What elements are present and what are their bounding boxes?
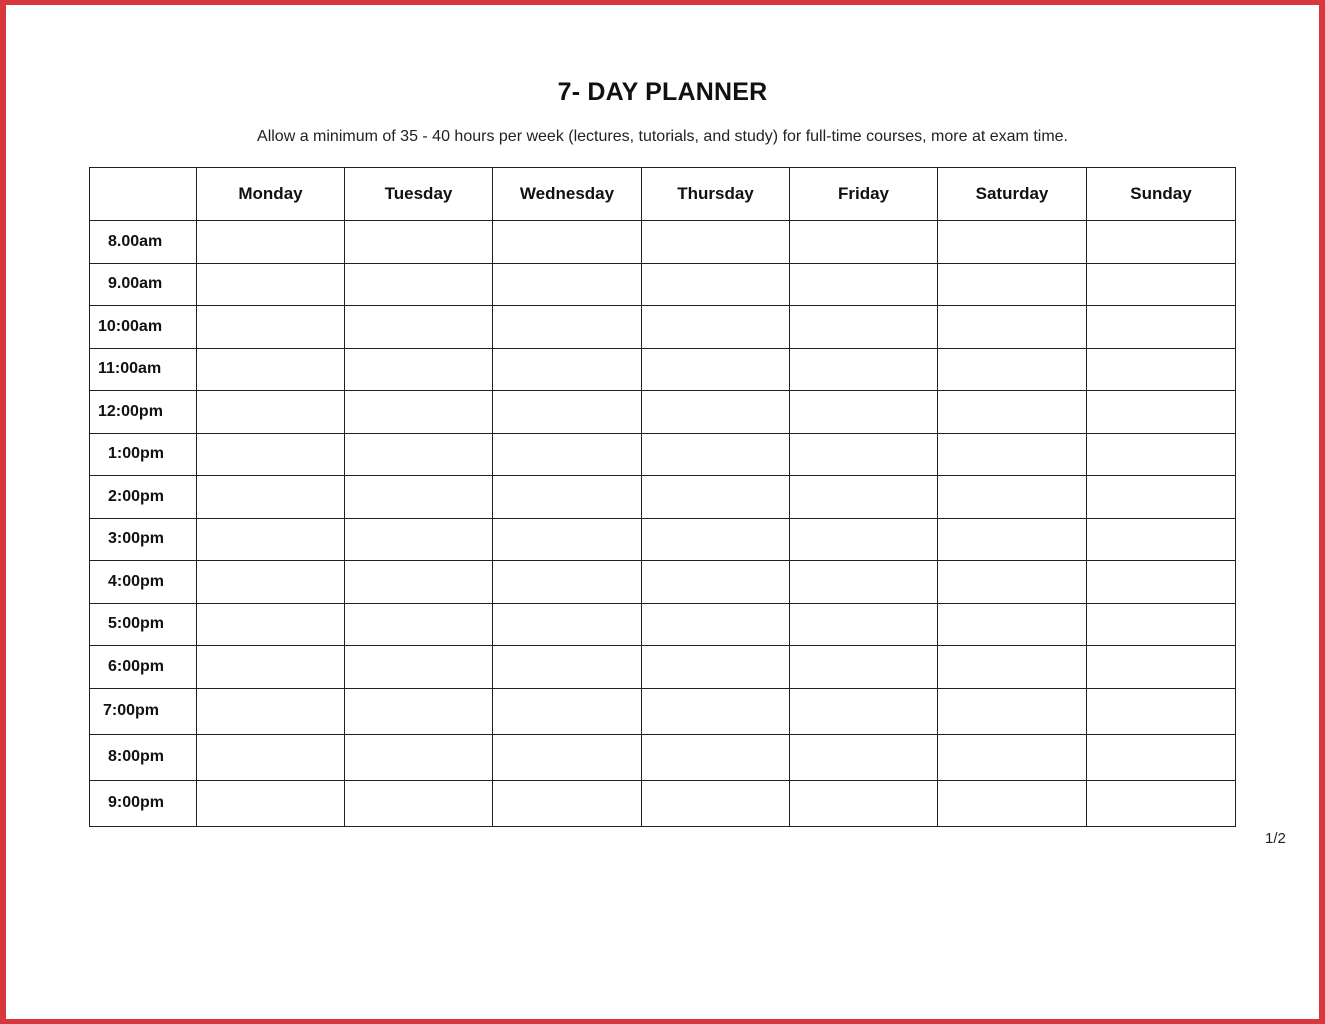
slot-cell-sunday[interactable] [1087, 734, 1236, 780]
page-title: 7- DAY PLANNER [557, 78, 768, 106]
time-label: 7:00pm [90, 688, 197, 734]
slot-cell-wednesday[interactable] [493, 688, 642, 734]
slot-cell-friday[interactable] [790, 603, 938, 646]
slot-cell-thursday[interactable] [642, 476, 790, 519]
slot-cell-sunday[interactable] [1087, 221, 1236, 264]
time-row [90, 433, 1236, 476]
slot-cell-sunday[interactable] [1087, 476, 1236, 519]
slot-cell-wednesday[interactable] [493, 306, 642, 349]
time-label: 8:00pm [90, 734, 197, 780]
slot-cell-friday[interactable] [790, 433, 938, 476]
slot-cell-wednesday[interactable] [493, 518, 642, 561]
day-header-tuesday: Tuesday [345, 168, 493, 221]
time-label: 4:00pm [90, 561, 197, 604]
slot-cell-sunday[interactable] [1087, 603, 1236, 646]
page-number: 1/2 [1265, 830, 1286, 847]
slot-cell-monday[interactable] [197, 221, 345, 264]
slot-cell-sunday[interactable] [1087, 688, 1236, 734]
slot-cell-sunday[interactable] [1087, 518, 1236, 561]
time-label: 11:00am [90, 348, 197, 391]
planner-table [89, 167, 1236, 827]
time-row [90, 734, 1236, 780]
slot-cell-thursday[interactable] [642, 561, 790, 604]
slot-cell-wednesday[interactable] [493, 603, 642, 646]
slot-cell-thursday[interactable] [642, 688, 790, 734]
time-label: 9.00am [90, 263, 197, 306]
slot-cell-wednesday[interactable] [493, 476, 642, 519]
time-row [90, 391, 1236, 434]
slot-cell-wednesday[interactable] [493, 263, 642, 306]
slot-cell-sunday[interactable] [1087, 433, 1236, 476]
day-header-saturday: Saturday [938, 168, 1087, 221]
slot-cell-thursday[interactable] [642, 391, 790, 434]
slot-cell-monday[interactable] [197, 476, 345, 519]
slot-cell-thursday[interactable] [642, 348, 790, 391]
slot-cell-thursday[interactable] [642, 518, 790, 561]
time-label: 6:00pm [90, 646, 197, 689]
page-subtitle: Allow a minimum of 35 - 40 hours per week (lectures, tutorials, and study) for full-time courses, more at exam time. [257, 128, 1068, 145]
slot-cell-tuesday[interactable] [345, 780, 493, 826]
slot-cell-friday[interactable] [790, 780, 938, 826]
slot-cell-monday[interactable] [197, 518, 345, 561]
slot-cell-tuesday[interactable] [345, 734, 493, 780]
slot-cell-friday[interactable] [790, 221, 938, 264]
time-label: 1:00pm [90, 433, 197, 476]
slot-cell-tuesday[interactable] [345, 263, 493, 306]
slot-cell-friday[interactable] [790, 306, 938, 349]
slot-cell-thursday[interactable] [642, 646, 790, 689]
slot-cell-sunday[interactable] [1087, 646, 1236, 689]
slot-cell-monday[interactable] [197, 603, 345, 646]
slot-cell-wednesday[interactable] [493, 561, 642, 604]
slot-cell-saturday[interactable] [938, 391, 1087, 434]
time-row [90, 348, 1236, 391]
slot-cell-thursday[interactable] [642, 263, 790, 306]
time-row [90, 263, 1236, 306]
slot-cell-wednesday[interactable] [493, 646, 642, 689]
header-row [90, 168, 1236, 221]
slot-cell-tuesday[interactable] [345, 688, 493, 734]
slot-cell-thursday[interactable] [642, 221, 790, 264]
time-label: 8.00am [90, 221, 197, 264]
slot-cell-sunday[interactable] [1087, 348, 1236, 391]
slot-cell-tuesday[interactable] [345, 221, 493, 264]
slot-cell-monday[interactable] [197, 348, 345, 391]
slot-cell-wednesday[interactable] [493, 780, 642, 826]
slot-cell-saturday[interactable] [938, 561, 1087, 604]
slot-cell-monday[interactable] [197, 780, 345, 826]
slot-cell-sunday[interactable] [1087, 780, 1236, 826]
slot-cell-thursday[interactable] [642, 734, 790, 780]
planner-body [90, 221, 1236, 827]
slot-cell-monday[interactable] [197, 688, 345, 734]
slot-cell-saturday[interactable] [938, 221, 1087, 264]
time-label: 2:00pm [90, 476, 197, 519]
day-header-wednesday: Wednesday [493, 168, 642, 221]
slot-cell-tuesday[interactable] [345, 433, 493, 476]
slot-cell-monday[interactable] [197, 306, 345, 349]
slot-cell-monday[interactable] [197, 391, 345, 434]
slot-cell-wednesday[interactable] [493, 348, 642, 391]
day-header-friday: Friday [790, 168, 938, 221]
slot-cell-sunday[interactable] [1087, 306, 1236, 349]
time-row [90, 646, 1236, 689]
time-label: 10:00am [90, 306, 197, 349]
slot-cell-friday[interactable] [790, 263, 938, 306]
slot-cell-saturday[interactable] [938, 734, 1087, 780]
slot-cell-friday[interactable] [790, 646, 938, 689]
slot-cell-tuesday[interactable] [345, 476, 493, 519]
time-row [90, 603, 1236, 646]
slot-cell-saturday[interactable] [938, 688, 1087, 734]
slot-cell-saturday[interactable] [938, 780, 1087, 826]
slot-cell-wednesday[interactable] [493, 391, 642, 434]
time-label: 12:00pm [90, 391, 197, 434]
slot-cell-friday[interactable] [790, 518, 938, 561]
slot-cell-friday[interactable] [790, 391, 938, 434]
slot-cell-thursday[interactable] [642, 306, 790, 349]
slot-cell-thursday[interactable] [642, 780, 790, 826]
slot-cell-tuesday[interactable] [345, 518, 493, 561]
slot-cell-friday[interactable] [790, 348, 938, 391]
day-header-thursday: Thursday [642, 168, 790, 221]
time-label: 3:00pm [90, 518, 197, 561]
slot-cell-thursday[interactable] [642, 603, 790, 646]
time-row [90, 306, 1236, 349]
day-header-monday: Monday [197, 168, 345, 221]
slot-cell-saturday[interactable] [938, 603, 1087, 646]
slot-cell-monday[interactable] [197, 433, 345, 476]
slot-cell-tuesday[interactable] [345, 646, 493, 689]
slot-cell-tuesday[interactable] [345, 603, 493, 646]
slot-cell-monday[interactable] [197, 263, 345, 306]
slot-cell-monday[interactable] [197, 561, 345, 604]
time-label: 5:00pm [90, 603, 197, 646]
day-header-sunday: Sunday [1087, 168, 1236, 221]
time-row [90, 476, 1236, 519]
slot-cell-tuesday[interactable] [345, 561, 493, 604]
slot-cell-thursday[interactable] [642, 433, 790, 476]
slot-cell-tuesday[interactable] [345, 348, 493, 391]
slot-cell-sunday[interactable] [1087, 263, 1236, 306]
slot-cell-saturday[interactable] [938, 476, 1087, 519]
slot-cell-wednesday[interactable] [493, 734, 642, 780]
time-label: 9:00pm [90, 780, 197, 826]
slot-cell-friday[interactable] [790, 561, 938, 604]
slot-cell-saturday[interactable] [938, 433, 1087, 476]
corner-cell [90, 168, 197, 221]
slot-cell-wednesday[interactable] [493, 221, 642, 264]
slot-cell-saturday[interactable] [938, 518, 1087, 561]
slot-cell-sunday[interactable] [1087, 561, 1236, 604]
slot-cell-saturday[interactable] [938, 348, 1087, 391]
time-row [90, 780, 1236, 826]
slot-cell-friday[interactable] [790, 476, 938, 519]
slot-cell-friday[interactable] [790, 734, 938, 780]
slot-cell-monday[interactable] [197, 734, 345, 780]
time-row [90, 561, 1236, 604]
slot-cell-wednesday[interactable] [493, 433, 642, 476]
slot-cell-friday[interactable] [790, 688, 938, 734]
slot-cell-saturday[interactable] [938, 263, 1087, 306]
slot-cell-sunday[interactable] [1087, 391, 1236, 434]
slot-cell-saturday[interactable] [938, 306, 1087, 349]
slot-cell-tuesday[interactable] [345, 306, 493, 349]
time-row [90, 518, 1236, 561]
slot-cell-tuesday[interactable] [345, 391, 493, 434]
slot-cell-saturday[interactable] [938, 646, 1087, 689]
time-row [90, 688, 1236, 734]
time-row [90, 221, 1236, 264]
slot-cell-monday[interactable] [197, 646, 345, 689]
